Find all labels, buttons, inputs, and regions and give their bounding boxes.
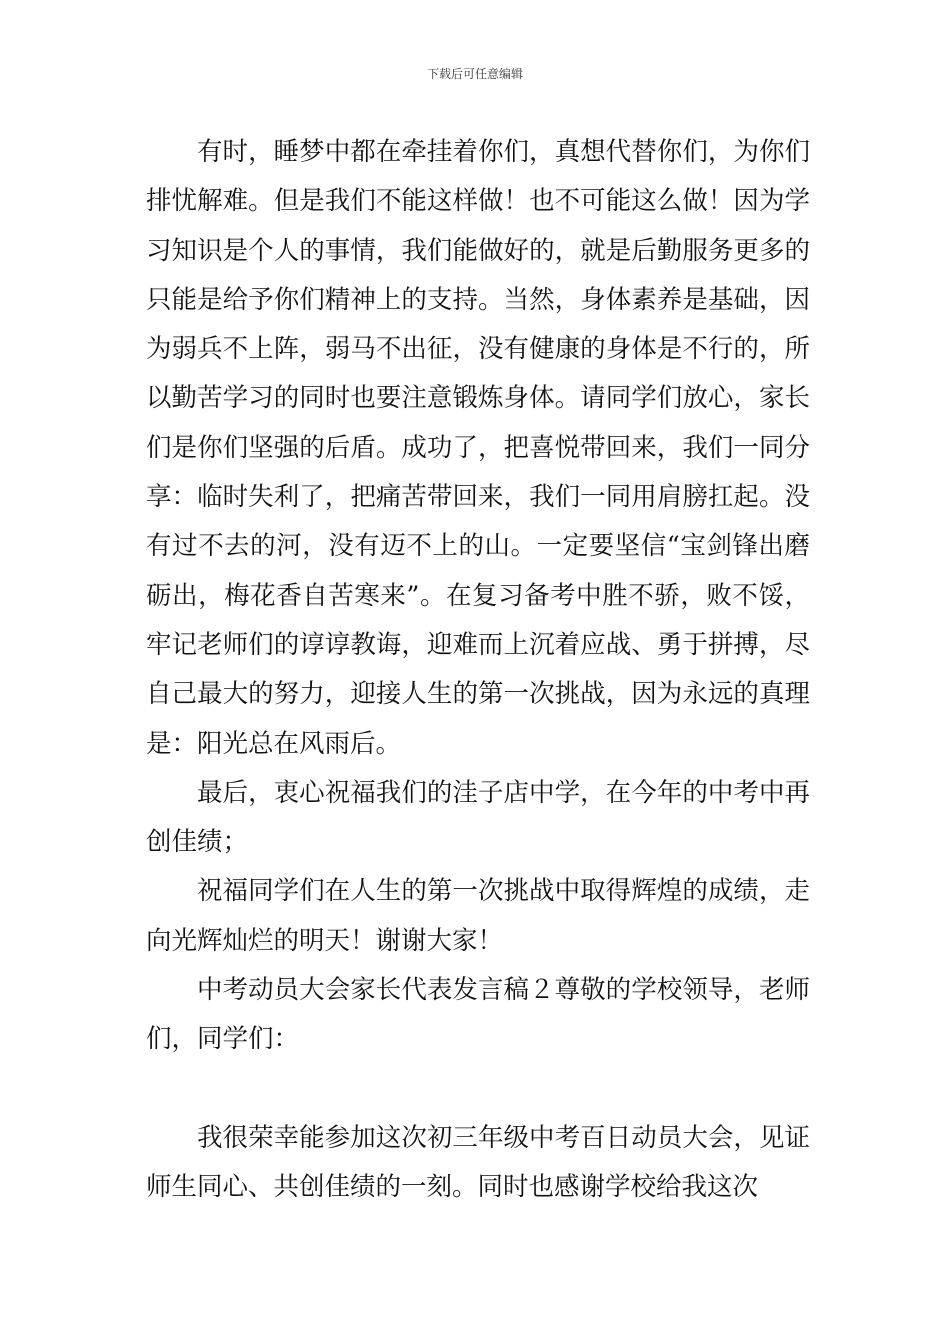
document-body	[146, 128, 810, 1213]
paragraph-4: 中考动员大会家长代表发言稿２尊敬的学校领导，老师们，同学们：	[146, 975, 810, 1055]
page-header: 下载后可任意编辑	[426, 67, 523, 81]
paragraph-5: 我很荣幸能参加这次初三年级中考百日动员大会，见证师生同心、共创佳绩的一刻。同时也感谢学校给我这次	[146, 1122, 810, 1203]
paragraph-3: 祝福同学们在人生的第一次挑战中取得辉煌的成绩，走向光辉灿烂的明天！谢谢大家！	[146, 876, 810, 956]
paragraph-2: 最后，衷心祝福我们的洼子店中学，在今年的中考中再创佳绩；	[146, 777, 810, 858]
blank-line	[146, 1065, 810, 1114]
paragraph-1: 有时，睡梦中都在牵挂着你们，真想代替你们，为你们排忧解难。但是我们不能这样做！也不可能这么做！因为学习知识是个人的事情，我们能做好的，就是后勤服务更多的只能是给予你们精神上的支持。当然，身体素养是基础，因为弱兵不上阵，弱马不出征，没有健康的身体是不行的，所以勤苦学习的同时也要注意锻炼身体。请同学们放心，家长们是你们坚强的后盾。成功了，把喜悦带回来，我们一同分享：临时失利了，把痛苦带回来，我们一同用肩膀扛起。没有过不去的河，没有迈不上的山。一定要坚信“宝剑锋出磨砺出，梅花香自苦寒来”。在复习备考中胜不骄，败不馁，牢记老师们的谆谆教诲，迎难而上沉着应战、勇于拼搏，尽自己最大的努力，迎接人生的第一次挑战，因为永远的真理是：阳光总在风雨后。	[146, 137, 810, 759]
